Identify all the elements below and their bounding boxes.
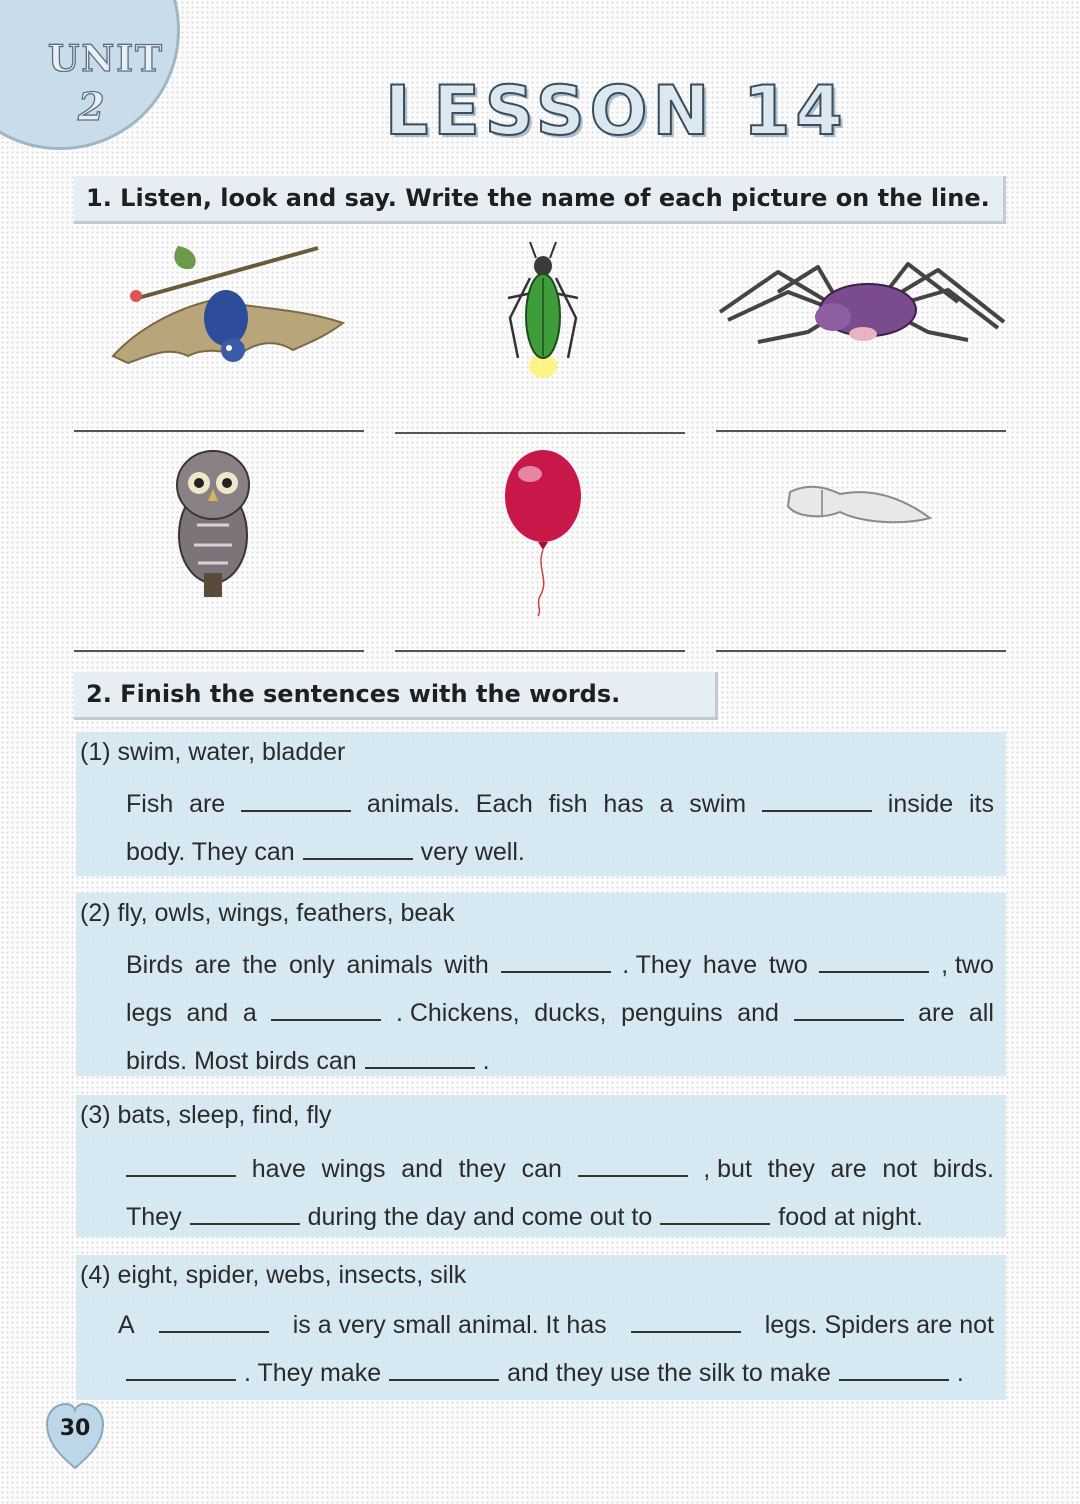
sentence-text: They: [126, 1203, 182, 1231]
sentence-text: are: [194, 951, 231, 979]
fill-in-blank[interactable]: [126, 1155, 236, 1177]
sentence-text: animals.: [366, 790, 460, 818]
sentence-text: they: [458, 1155, 506, 1183]
answer-line[interactable]: [716, 650, 1006, 652]
fill-in-blank[interactable]: [839, 1359, 949, 1381]
sentence-text: body. They can: [126, 838, 295, 866]
silkworm-picture: [780, 480, 936, 532]
sentence-text: .: [482, 1047, 490, 1075]
exercise-sentence-line: [126, 999, 994, 1028]
fill-in-blank[interactable]: [631, 1311, 741, 1333]
unit-number: 2: [78, 84, 105, 129]
sentence-text: , but: [703, 1155, 752, 1183]
exercise-sentence-line: [126, 1155, 994, 1184]
sentence-text: animals: [346, 951, 433, 979]
sentence-text: very well.: [420, 838, 525, 866]
sentence-text: . They: [622, 951, 692, 979]
exercise-4-panel: [76, 1255, 1006, 1400]
sentence-text: fish: [548, 790, 588, 818]
fill-in-blank[interactable]: [762, 790, 872, 812]
balloon-picture: [502, 448, 584, 618]
fill-in-blank[interactable]: [241, 790, 351, 812]
sentence-text: the: [242, 951, 278, 979]
sentence-text: with: [444, 951, 489, 979]
exercise-sentence-line: [118, 1311, 994, 1340]
sentence-text: .: [956, 1359, 964, 1387]
fill-in-blank[interactable]: [159, 1311, 269, 1333]
exercise-word-list: (4) eight, spider, webs, insects, silk: [80, 1261, 467, 1289]
fill-in-blank[interactable]: [190, 1203, 300, 1225]
sentence-text: birds. Most birds can: [126, 1047, 357, 1075]
bat-picture: [108, 238, 348, 373]
sentence-text: can: [521, 1155, 562, 1183]
page-number: 30: [59, 1416, 91, 1441]
answer-line[interactable]: [395, 432, 685, 434]
exercise-sentence-line: [126, 1047, 490, 1076]
fill-in-blank[interactable]: [126, 1359, 236, 1381]
answer-line[interactable]: [74, 430, 364, 432]
exercise-1-panel: [76, 732, 1006, 876]
fill-in-blank[interactable]: [660, 1203, 770, 1225]
sentence-text: legs. Spiders are not: [764, 1311, 994, 1339]
fill-in-blank[interactable]: [819, 951, 929, 973]
owl-picture: [172, 445, 254, 597]
sentence-text: its: [968, 790, 994, 818]
sentence-text: wings: [321, 1155, 386, 1183]
sentence-text: and: [737, 999, 779, 1027]
sentence-text: are: [189, 790, 226, 818]
sentence-text: . They make: [244, 1359, 382, 1387]
sentence-text: legs: [126, 999, 172, 1027]
exercise-sentence-line: [126, 1359, 964, 1388]
fill-in-blank[interactable]: [365, 1047, 475, 1069]
sentence-text: a: [659, 790, 674, 818]
answer-line[interactable]: [74, 650, 364, 652]
exercise-sentence-line: [126, 951, 994, 980]
sentence-text: Birds: [126, 951, 183, 979]
sentence-text: they: [767, 1155, 815, 1183]
sentence-text: only: [288, 951, 335, 979]
sentence-text: and: [186, 999, 229, 1027]
sentence-text: penguins: [621, 999, 723, 1027]
sentence-text: swim: [689, 790, 747, 818]
fill-in-blank[interactable]: [578, 1155, 688, 1177]
spider-picture: [718, 262, 1006, 352]
section1-heading: 1. Listen, look and say. Write the name of each picture on the line.: [74, 176, 1006, 224]
fill-in-blank[interactable]: [501, 951, 611, 973]
sentence-text: A: [118, 1311, 135, 1339]
sentence-text: have: [251, 1155, 306, 1183]
sentence-text: Each: [475, 790, 533, 818]
sentence-text: two: [768, 951, 808, 979]
exercise-3-panel: [76, 1095, 1006, 1237]
fill-in-blank[interactable]: [794, 999, 904, 1021]
exercise-sentence-line: [126, 790, 994, 819]
exercise-2-panel: [76, 893, 1006, 1076]
sentence-text: a: [242, 999, 257, 1027]
fill-in-blank[interactable]: [271, 999, 381, 1021]
sentence-text: inside: [887, 790, 954, 818]
exercise-word-list: (2) fly, owls, wings, feathers, beak: [80, 899, 455, 927]
sentence-text: not: [882, 1155, 918, 1183]
sentence-text: have: [702, 951, 758, 979]
sentence-text: Fish: [126, 790, 174, 818]
section2-heading: 2. Finish the sentences with the words.: [74, 672, 718, 720]
firefly-picture: [500, 238, 586, 388]
sentence-text: has: [603, 790, 644, 818]
lesson-title: LESSON 14: [385, 72, 848, 151]
answer-line[interactable]: [395, 650, 685, 652]
sentence-text: all: [968, 999, 994, 1027]
sentence-text: ducks,: [534, 999, 607, 1027]
sentence-text: are: [918, 999, 955, 1027]
exercise-sentence-line: [126, 1203, 923, 1232]
exercise-word-list: (3) bats, sleep, find, fly: [80, 1101, 332, 1129]
sentence-text: birds.: [932, 1155, 994, 1183]
exercise-word-list: (1) swim, water, bladder: [80, 738, 346, 766]
sentence-text: food at night.: [778, 1203, 923, 1231]
sentence-text: is a very small animal. It has: [292, 1311, 607, 1339]
unit-label: UNIT: [48, 38, 164, 80]
sentence-text: are: [830, 1155, 867, 1183]
sentence-text: . Chickens,: [395, 999, 520, 1027]
answer-line[interactable]: [716, 430, 1006, 432]
exercise-sentence-line: [126, 838, 525, 867]
sentence-text: and: [401, 1155, 443, 1183]
sentence-text: , two: [941, 951, 994, 979]
fill-in-blank[interactable]: [303, 838, 413, 860]
fill-in-blank[interactable]: [389, 1359, 499, 1381]
sentence-text: and they use the silk to make: [507, 1359, 831, 1387]
sentence-text: during the day and come out to: [307, 1203, 653, 1231]
